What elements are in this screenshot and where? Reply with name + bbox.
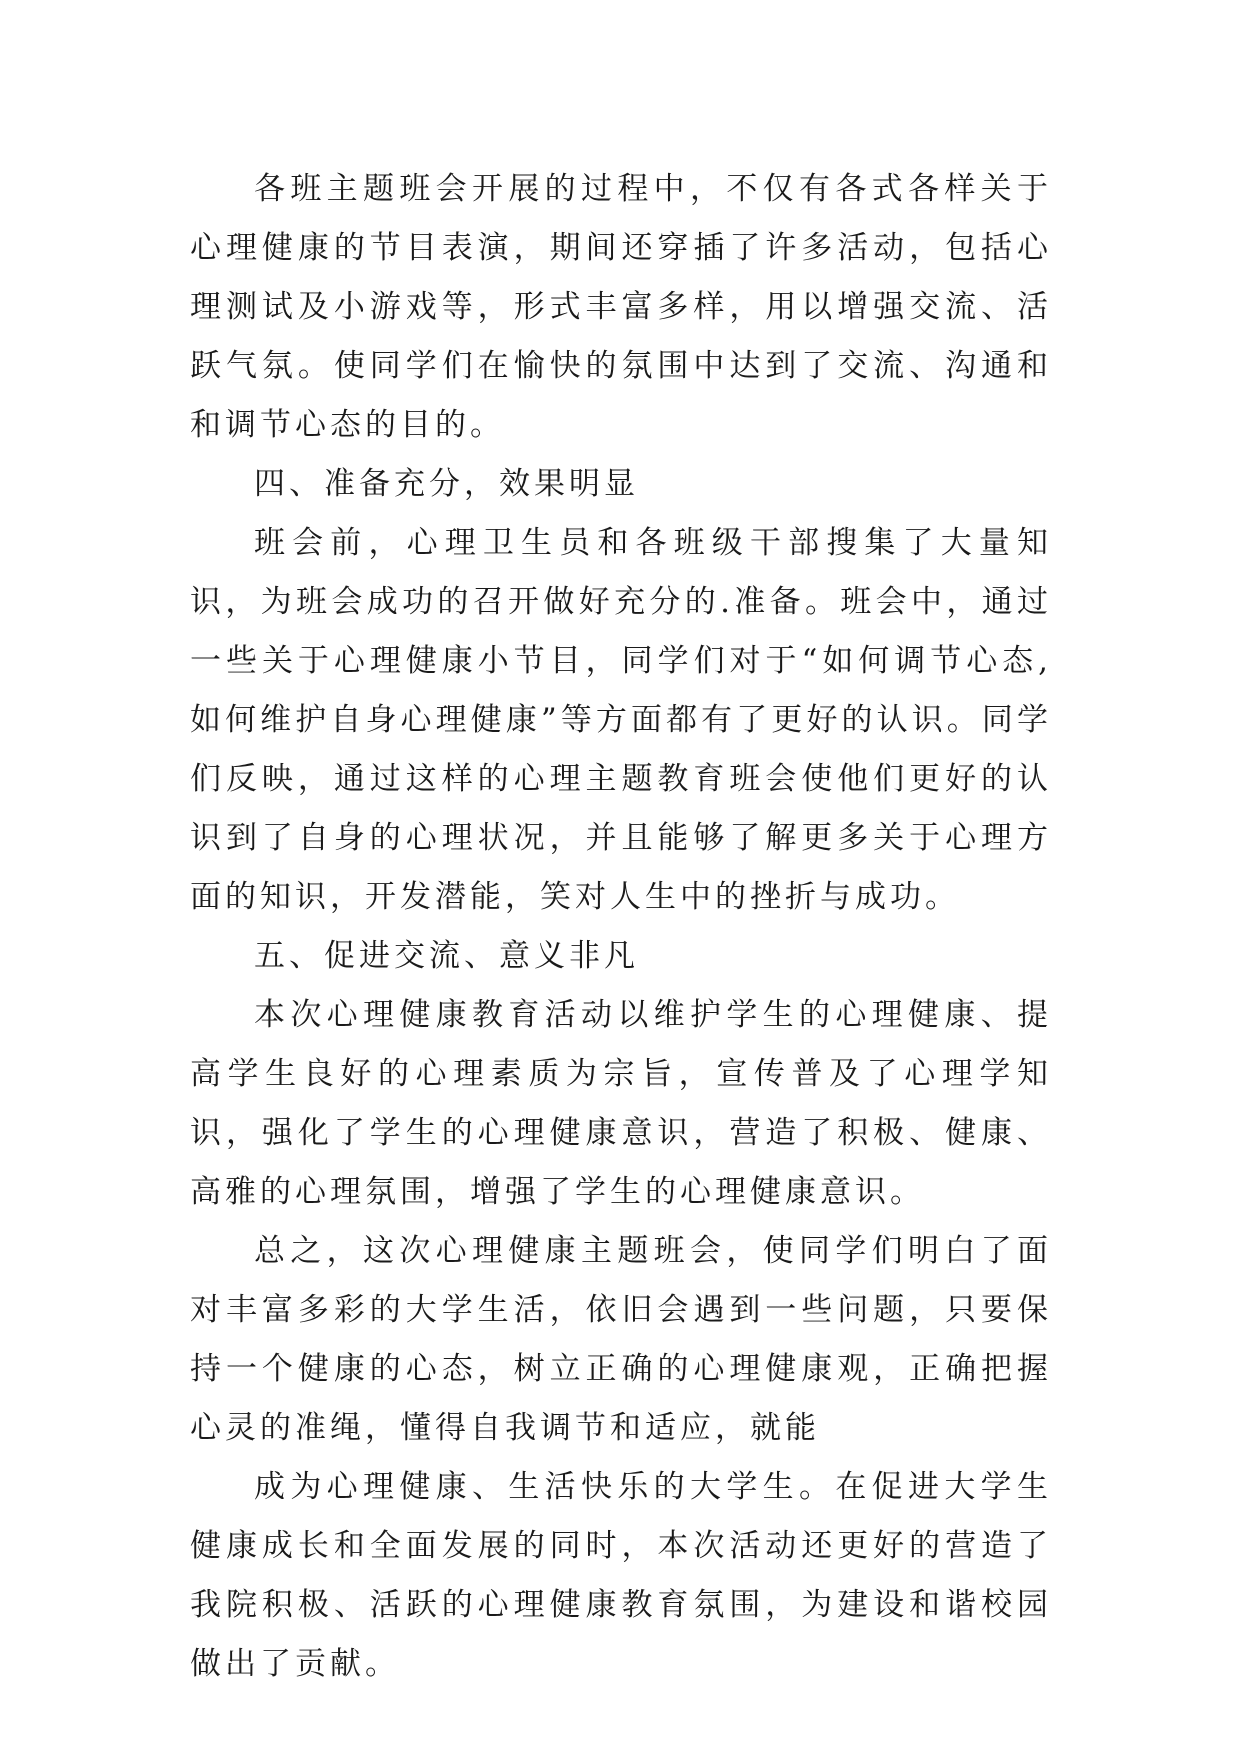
paragraph-summary: 总之，这次心理健康主题班会，使同学们明白了面对丰富多彩的大学生活，依旧会遇到一些问题，只要保持一个健康的心态，树立正确的心理健康观，正确把握心灵的准绳，懂得自我调节和适应，就能 (190, 1233, 1052, 1446)
paragraph-preparation: 班会前，心理卫生员和各班级干部搜集了大量知识，为班会成功的召开做好充分的.准备。班会中，通过一些关于心理健康小节目，同学们对于“如何调节心态,如何维护自身心理健康”等方面都有了更好的认识。同学们反映，通过这样的心理主题教育班会使他们更好的认识到了自身的心理状况，并且能够了解更多关于心理方面的知识，开发潜能，笑对人生中的挫折与成功。 (190, 525, 1052, 915)
section-heading-preparation: 四、准备充分，效果明显 (254, 466, 639, 502)
section-heading-communication: 五、促进交流、意义非凡 (254, 938, 639, 974)
paragraph-activity-purpose: 本次心理健康教育活动以维护学生的心理健康、提高学生良好的心理素质为宗旨，宣传普及了心理学知识，强化了学生的心理健康意识，营造了积极、健康、高雅的心理氛围，增强了学生的心理健康意识。 (190, 997, 1052, 1210)
paragraph-class-meeting-process: 各班主题班会开展的过程中，不仅有各式各样关于心理健康的节目表演，期间还穿插了许多活动，包括心理测试及小游戏等，形式丰富多样，用以增强交流、活跃气氛。使同学们在愉快的氛围中达到了交流、沟通和和调节心态的目的。 (190, 171, 1052, 443)
paragraph-conclusion: 成为心理健康、生活快乐的大学生。在促进大学生健康成长和全面发展的同时，本次活动还更好的营造了我院积极、活跃的心理健康教育氛围，为建设和谐校园做出了贡献。 (190, 1469, 1052, 1682)
document-body (190, 160, 1052, 1694)
